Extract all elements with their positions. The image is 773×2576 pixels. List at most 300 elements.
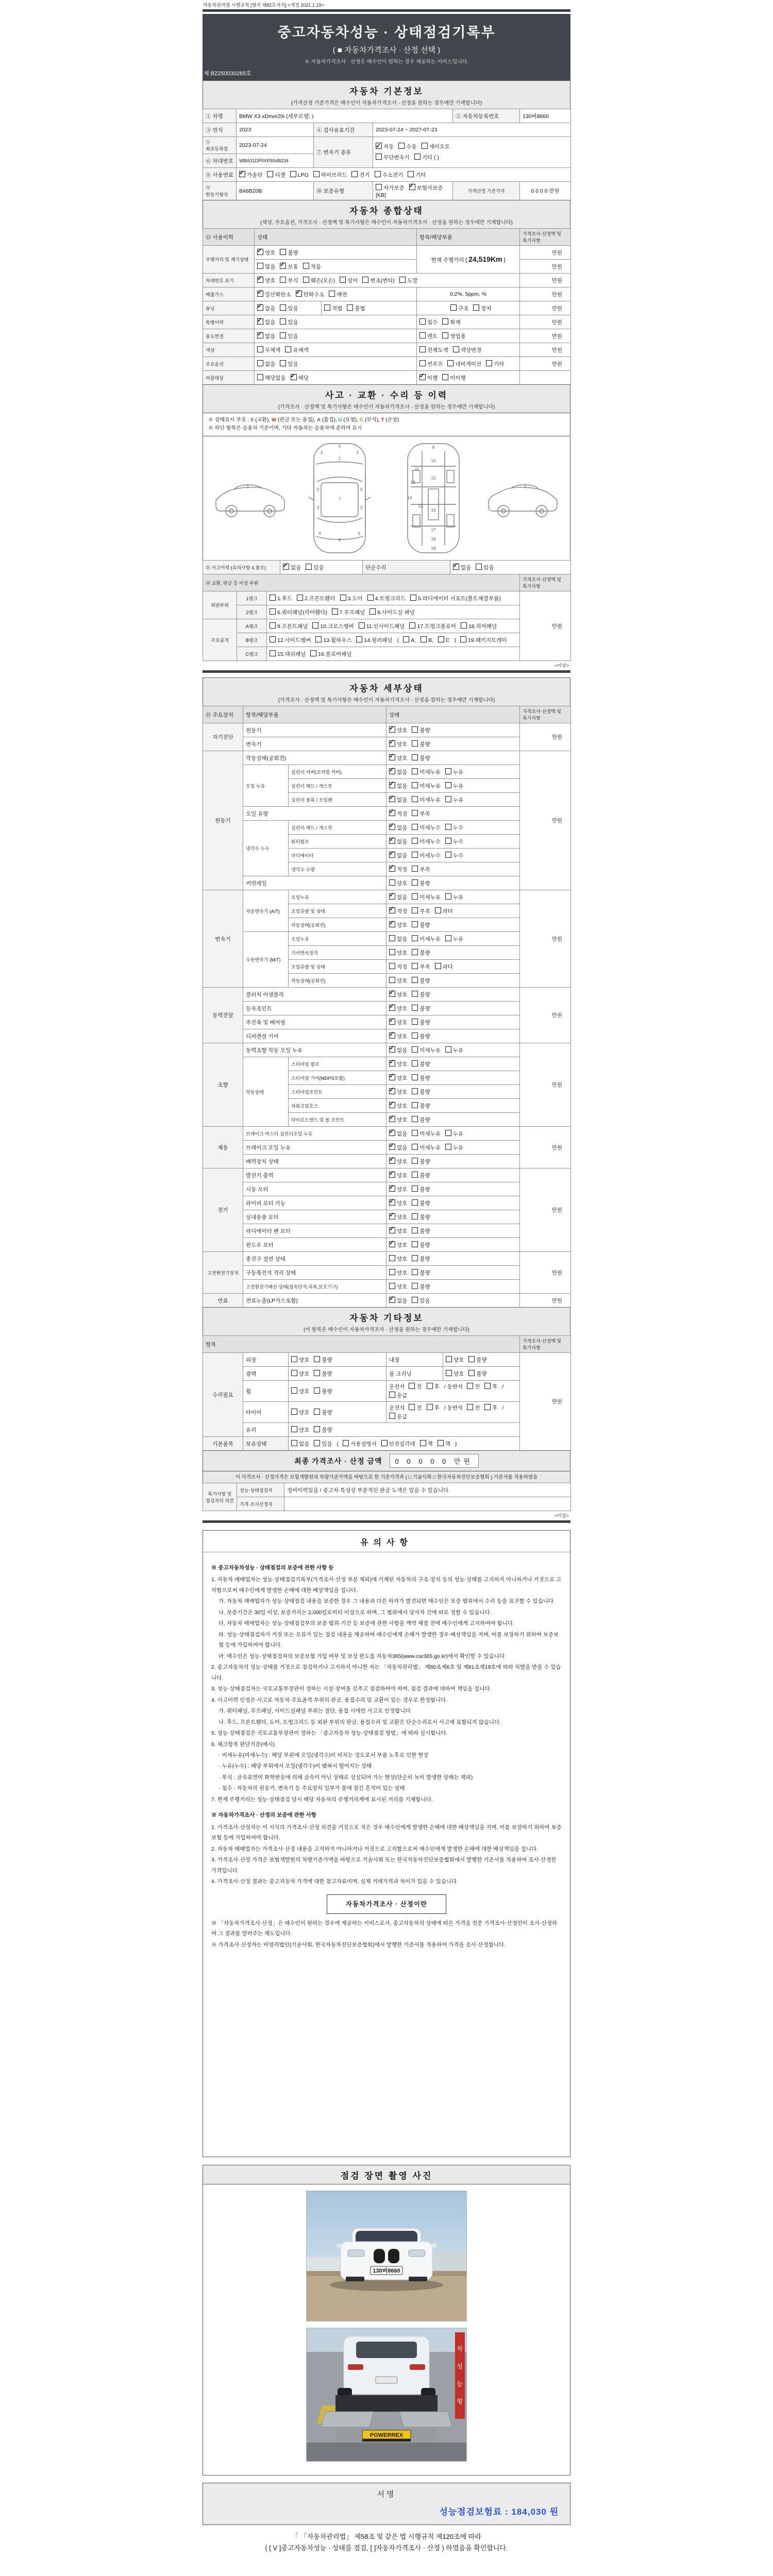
unchecked-checkbox-icon[interactable] <box>280 332 286 338</box>
checkbox-양호[interactable] <box>389 1227 407 1235</box>
checked-checkbox-icon[interactable] <box>419 374 426 380</box>
checkbox-양호[interactable] <box>389 991 407 998</box>
checkbox-양호[interactable] <box>389 1255 407 1263</box>
unchecked-checkbox-icon[interactable] <box>442 374 448 380</box>
unchecked-checkbox-icon[interactable] <box>270 622 276 629</box>
checkbox-누유[interactable] <box>445 796 463 804</box>
checked-checkbox-icon[interactable] <box>389 1046 395 1053</box>
checkbox-양호[interactable] <box>389 1088 407 1096</box>
checkbox-기타[interactable] <box>408 171 426 179</box>
unchecked-checkbox-icon[interactable] <box>412 810 418 816</box>
unchecked-checkbox-icon[interactable] <box>445 838 451 844</box>
checkbox-불량[interactable] <box>412 921 430 929</box>
checkbox-12.사이드멤버[interactable] <box>270 636 311 644</box>
unchecked-checkbox-icon[interactable] <box>270 608 276 615</box>
checkbox-양호[interactable] <box>389 1019 407 1026</box>
unchecked-checkbox-icon[interactable] <box>445 796 451 802</box>
unchecked-checkbox-icon[interactable] <box>412 949 418 955</box>
checkbox-있음[interactable] <box>280 332 298 340</box>
checkbox-부식[interactable] <box>280 277 298 284</box>
checked-checkbox-icon[interactable] <box>389 1199 395 1206</box>
checked-checkbox-icon[interactable] <box>257 249 263 255</box>
checkbox-해당[interactable] <box>291 374 309 382</box>
checkbox-불량[interactable] <box>412 726 430 734</box>
checkbox-양호[interactable] <box>389 1185 407 1193</box>
unchecked-checkbox-icon[interactable] <box>412 782 418 788</box>
checkbox-부족[interactable] <box>412 907 430 915</box>
unchecked-checkbox-icon[interactable] <box>412 1116 418 1122</box>
unchecked-checkbox-icon[interactable] <box>412 1199 418 1206</box>
checked-checkbox-icon[interactable] <box>257 332 263 338</box>
unchecked-checkbox-icon[interactable] <box>446 1356 452 1362</box>
checkbox-1.후드[interactable] <box>270 595 292 602</box>
checked-checkbox-icon[interactable] <box>389 1116 395 1122</box>
checkbox-없음[interactable] <box>453 564 471 571</box>
checked-checkbox-icon[interactable] <box>389 921 395 927</box>
checkbox-불량[interactable] <box>412 1227 430 1235</box>
checkbox-응급[interactable] <box>389 1413 407 1420</box>
checkbox-불량[interactable] <box>412 1005 430 1012</box>
unchecked-checkbox-icon[interactable] <box>369 608 376 615</box>
checked-checkbox-icon[interactable] <box>389 754 395 760</box>
unchecked-checkbox-icon[interactable] <box>314 1440 320 1446</box>
checkbox-적정[interactable] <box>389 963 407 971</box>
checkbox-적정[interactable] <box>389 907 407 915</box>
unchecked-checkbox-icon[interactable] <box>412 726 418 733</box>
unchecked-checkbox-icon[interactable] <box>412 1269 418 1275</box>
unchecked-checkbox-icon[interactable] <box>291 1387 297 1394</box>
checkbox-미세누수[interactable] <box>412 838 441 845</box>
unchecked-checkbox-icon[interactable] <box>257 263 263 269</box>
checkbox-미세누수[interactable] <box>412 824 441 832</box>
unchecked-checkbox-icon[interactable] <box>412 921 418 927</box>
checkbox-불법[interactable] <box>347 304 365 312</box>
unchecked-checkbox-icon[interactable] <box>297 595 303 601</box>
unchecked-checkbox-icon[interactable] <box>445 1130 451 1136</box>
unchecked-checkbox-icon[interactable] <box>412 879 418 886</box>
checked-checkbox-icon[interactable] <box>389 726 395 733</box>
unchecked-checkbox-icon[interactable] <box>412 768 418 774</box>
checkbox-불량[interactable] <box>412 754 430 762</box>
unchecked-checkbox-icon[interactable] <box>422 143 428 149</box>
unchecked-checkbox-icon[interactable] <box>314 1356 320 1362</box>
checkbox-없음[interactable] <box>389 768 407 776</box>
checkbox-없음[interactable] <box>389 852 407 859</box>
checkbox-후[interactable] <box>484 1383 497 1391</box>
checkbox-없음[interactable] <box>257 318 275 326</box>
unchecked-checkbox-icon[interactable] <box>409 622 415 629</box>
unchecked-checkbox-icon[interactable] <box>362 277 368 283</box>
checked-checkbox-icon[interactable] <box>389 782 395 788</box>
checkbox-양호[interactable] <box>291 1426 309 1434</box>
checkbox-양호[interactable] <box>291 1356 309 1364</box>
unchecked-checkbox-icon[interactable] <box>412 1255 418 1261</box>
checkbox-양호[interactable] <box>291 1387 309 1395</box>
checkbox-불량[interactable] <box>314 1387 332 1395</box>
unchecked-checkbox-icon[interactable] <box>412 1297 418 1303</box>
checkbox-불량[interactable] <box>412 879 430 887</box>
checkbox-구조[interactable] <box>450 304 468 312</box>
unchecked-checkbox-icon[interactable] <box>389 949 395 955</box>
unchecked-checkbox-icon[interactable] <box>445 768 451 774</box>
unchecked-checkbox-icon[interactable] <box>389 879 395 886</box>
unchecked-checkbox-icon[interactable] <box>367 595 374 601</box>
checkbox-미세누유[interactable] <box>412 782 441 790</box>
checkbox-잭[interactable] <box>420 1440 433 1448</box>
unchecked-checkbox-icon[interactable] <box>343 1440 349 1446</box>
checkbox-15.대쉬패널[interactable] <box>270 650 306 658</box>
unchecked-checkbox-icon[interactable] <box>313 171 320 177</box>
checked-checkbox-icon[interactable] <box>389 796 395 802</box>
checked-checkbox-icon[interactable] <box>389 1241 395 1247</box>
unchecked-checkbox-icon[interactable] <box>468 1356 475 1362</box>
checkbox-화재[interactable] <box>442 318 460 326</box>
checked-checkbox-icon[interactable] <box>389 824 395 830</box>
checkbox-색상변경[interactable] <box>453 346 482 354</box>
unchecked-checkbox-icon[interactable] <box>389 1283 395 1289</box>
checkbox-8.사이드실 패널[interactable] <box>369 608 415 616</box>
checkbox-하이브리드[interactable] <box>313 171 347 179</box>
checkbox-11.인사이드패널[interactable] <box>359 622 405 630</box>
unchecked-checkbox-icon[interactable] <box>398 143 405 149</box>
checked-checkbox-icon[interactable] <box>389 893 395 900</box>
checkbox-불량[interactable] <box>412 1074 430 1082</box>
checkbox-C[interactable] <box>438 636 450 643</box>
checkbox-불량[interactable] <box>412 949 430 957</box>
checkbox-적법[interactable] <box>324 304 342 312</box>
checkbox-없음[interactable] <box>389 782 407 790</box>
checkbox-17.트렁크플로어[interactable] <box>409 622 456 630</box>
checkbox-부족[interactable] <box>412 866 430 873</box>
checkbox-불량[interactable] <box>314 1426 332 1434</box>
signature-box[interactable] <box>203 2483 570 2525</box>
checkbox-양호[interactable] <box>389 740 407 748</box>
unchecked-checkbox-icon[interactable] <box>270 595 276 601</box>
unchecked-checkbox-icon[interactable] <box>412 740 418 747</box>
checkbox-불량[interactable] <box>412 1241 430 1249</box>
checkbox-없음[interactable] <box>389 1046 407 1054</box>
checkbox-불량[interactable] <box>412 1172 430 1179</box>
checkbox-16.플로어패널[interactable] <box>310 650 351 658</box>
checkbox-미세누유[interactable] <box>412 935 441 943</box>
unchecked-checkbox-icon[interactable] <box>486 360 492 366</box>
unchecked-checkbox-icon[interactable] <box>427 1383 433 1389</box>
checkbox-양호[interactable] <box>257 249 275 257</box>
unchecked-checkbox-icon[interactable] <box>267 171 273 177</box>
unchecked-checkbox-icon[interactable] <box>389 935 395 941</box>
checked-checkbox-icon[interactable] <box>389 1172 395 1178</box>
unchecked-checkbox-icon[interactable] <box>412 852 418 858</box>
checked-checkbox-icon[interactable] <box>389 1130 395 1136</box>
unchecked-checkbox-icon[interactable] <box>359 622 365 629</box>
unchecked-checkbox-icon[interactable] <box>403 636 409 642</box>
unchecked-checkbox-icon[interactable] <box>399 277 406 283</box>
checkbox-디젤[interactable] <box>267 171 285 179</box>
checked-checkbox-icon[interactable] <box>389 991 395 997</box>
unchecked-checkbox-icon[interactable] <box>412 1227 418 1233</box>
checkbox-가솔린[interactable] <box>239 171 262 179</box>
checked-checkbox-icon[interactable] <box>389 1005 395 1011</box>
unchecked-checkbox-icon[interactable] <box>442 318 448 325</box>
checkbox-양호[interactable] <box>389 1116 407 1124</box>
unchecked-checkbox-icon[interactable] <box>445 1144 451 1150</box>
checkbox-양호[interactable] <box>389 879 407 887</box>
checkbox-5.라디에이터 서포트(볼트체결부품)[interactable] <box>410 595 501 602</box>
checkbox-누유[interactable] <box>445 1130 463 1138</box>
unchecked-checkbox-icon[interactable] <box>438 636 444 642</box>
unchecked-checkbox-icon[interactable] <box>467 1404 473 1410</box>
unchecked-checkbox-icon[interactable] <box>290 171 296 177</box>
checkbox-매연[interactable] <box>329 291 347 298</box>
checkbox-많음[interactable] <box>257 263 275 270</box>
checkbox-누수[interactable] <box>445 852 463 859</box>
checked-checkbox-icon[interactable] <box>389 852 395 858</box>
unchecked-checkbox-icon[interactable] <box>324 304 330 311</box>
checkbox-불량[interactable] <box>412 1088 430 1096</box>
checkbox-없음[interactable] <box>291 1440 309 1448</box>
unchecked-checkbox-icon[interactable] <box>285 346 291 352</box>
checkbox-양호[interactable] <box>291 1370 309 1378</box>
checkbox-불량[interactable] <box>468 1356 486 1364</box>
checkbox-적음[interactable] <box>303 263 321 270</box>
unchecked-checkbox-icon[interactable] <box>414 154 421 160</box>
checkbox-있음[interactable] <box>306 564 324 571</box>
unchecked-checkbox-icon[interactable] <box>389 1413 395 1419</box>
checkbox-탄화수소[interactable] <box>296 291 325 298</box>
unchecked-checkbox-icon[interactable] <box>315 636 322 642</box>
checkbox-누유[interactable] <box>445 935 463 943</box>
checkbox-이행[interactable] <box>419 374 438 382</box>
unchecked-checkbox-icon[interactable] <box>445 782 451 788</box>
checkbox-전[interactable] <box>409 1404 422 1412</box>
checkbox-6.쿼터패널(리어휀다)[interactable] <box>270 608 327 616</box>
checkbox-19.패키지트레이[interactable] <box>460 636 507 644</box>
unchecked-checkbox-icon[interactable] <box>412 963 418 969</box>
unchecked-checkbox-icon[interactable] <box>484 1383 491 1389</box>
checkbox-있음[interactable] <box>280 318 298 326</box>
checked-checkbox-icon[interactable] <box>389 1032 395 1039</box>
unchecked-checkbox-icon[interactable] <box>257 360 263 366</box>
unchecked-checkbox-icon[interactable] <box>389 1269 395 1275</box>
unchecked-checkbox-icon[interactable] <box>381 1440 388 1446</box>
unchecked-checkbox-icon[interactable] <box>412 907 418 913</box>
checkbox-2.프론트휀더[interactable] <box>297 595 335 602</box>
unchecked-checkbox-icon[interactable] <box>412 824 418 830</box>
checked-checkbox-icon[interactable] <box>453 564 459 570</box>
checked-checkbox-icon[interactable] <box>389 740 395 747</box>
unchecked-checkbox-icon[interactable] <box>314 1409 320 1415</box>
unchecked-checkbox-icon[interactable] <box>291 1356 297 1362</box>
checkbox-없음[interactable] <box>389 838 407 845</box>
unchecked-checkbox-icon[interactable] <box>412 1032 418 1039</box>
checkbox-양호[interactable] <box>389 1032 407 1040</box>
checkbox-불량[interactable] <box>314 1356 332 1364</box>
unchecked-checkbox-icon[interactable] <box>291 1409 297 1415</box>
checkbox-불량[interactable] <box>412 1269 430 1277</box>
checkbox-안전삼각대[interactable] <box>381 1440 415 1448</box>
checkbox-후[interactable] <box>484 1404 497 1412</box>
checkbox-불량[interactable] <box>412 1019 430 1026</box>
checkbox-불량[interactable] <box>412 1199 430 1207</box>
unchecked-checkbox-icon[interactable] <box>450 304 457 311</box>
checkbox-LPG[interactable] <box>290 171 309 178</box>
checkbox-없음[interactable] <box>257 304 275 312</box>
checked-checkbox-icon[interactable] <box>389 866 395 872</box>
checkbox-전[interactable] <box>409 1383 422 1391</box>
unchecked-checkbox-icon[interactable] <box>280 318 286 325</box>
unchecked-checkbox-icon[interactable] <box>412 1130 418 1136</box>
unchecked-checkbox-icon[interactable] <box>408 171 414 177</box>
unchecked-checkbox-icon[interactable] <box>340 595 346 601</box>
unchecked-checkbox-icon[interactable] <box>270 650 276 656</box>
checkbox-누유[interactable] <box>445 782 463 790</box>
checkbox-부족[interactable] <box>412 810 430 818</box>
checkbox-과다[interactable] <box>435 963 453 971</box>
unchecked-checkbox-icon[interactable] <box>446 1370 452 1376</box>
checked-checkbox-icon[interactable] <box>389 1019 395 1025</box>
unchecked-checkbox-icon[interactable] <box>412 1046 418 1053</box>
unchecked-checkbox-icon[interactable] <box>435 963 441 969</box>
checked-checkbox-icon[interactable] <box>376 143 382 149</box>
checkbox-무단변속기[interactable] <box>376 153 410 163</box>
checkbox-불량[interactable] <box>412 1032 430 1040</box>
unchecked-checkbox-icon[interactable] <box>420 1440 426 1446</box>
checkbox-불량[interactable] <box>468 1370 486 1378</box>
unchecked-checkbox-icon[interactable] <box>375 171 381 177</box>
checkbox-자동[interactable] <box>376 142 394 152</box>
checkbox-양호[interactable] <box>291 1409 309 1416</box>
checkbox-없음[interactable] <box>389 893 407 901</box>
checkbox-누수[interactable] <box>445 824 463 832</box>
unchecked-checkbox-icon[interactable] <box>376 154 382 160</box>
checkbox-네비게이션[interactable] <box>447 360 481 368</box>
checkbox-렌트[interactable] <box>419 332 438 340</box>
unchecked-checkbox-icon[interactable] <box>412 1074 418 1080</box>
unchecked-checkbox-icon[interactable] <box>484 1404 491 1410</box>
unchecked-checkbox-icon[interactable] <box>412 935 418 941</box>
checkbox-있음[interactable] <box>280 360 298 368</box>
checkbox-B,[interactable] <box>421 636 433 643</box>
checkbox-4.트렁크리드[interactable] <box>367 595 406 602</box>
unchecked-checkbox-icon[interactable] <box>435 907 441 913</box>
unchecked-checkbox-icon[interactable] <box>447 360 453 366</box>
checked-checkbox-icon[interactable] <box>280 263 286 269</box>
unchecked-checkbox-icon[interactable] <box>412 1144 418 1150</box>
checkbox-보험사보증[interactable] <box>409 184 443 192</box>
checkbox-양호[interactable] <box>389 1158 407 1165</box>
checked-checkbox-icon[interactable] <box>291 374 297 380</box>
checkbox-불량[interactable] <box>412 1116 430 1124</box>
checkbox-양호[interactable] <box>389 726 407 734</box>
unchecked-checkbox-icon[interactable] <box>476 564 482 570</box>
unchecked-checkbox-icon[interactable] <box>389 963 395 969</box>
checkbox-A,[interactable] <box>403 636 416 643</box>
unchecked-checkbox-icon[interactable] <box>412 1005 418 1011</box>
checkbox-기타 ( )[interactable] <box>414 153 439 163</box>
checkbox-양호[interactable] <box>389 1172 407 1179</box>
checkbox-적정[interactable] <box>389 866 407 873</box>
checkbox-없음[interactable] <box>389 935 407 943</box>
unchecked-checkbox-icon[interactable] <box>442 332 448 338</box>
checked-checkbox-icon[interactable] <box>389 907 395 913</box>
checkbox-전체도색[interactable] <box>419 346 448 354</box>
checkbox-양호[interactable] <box>389 1241 407 1249</box>
checkbox-미세누유[interactable] <box>412 796 441 804</box>
checkbox-양호[interactable] <box>389 921 407 929</box>
unchecked-checkbox-icon[interactable] <box>453 346 459 352</box>
unchecked-checkbox-icon[interactable] <box>427 1404 433 1410</box>
unchecked-checkbox-icon[interactable] <box>445 935 451 941</box>
unchecked-checkbox-icon[interactable] <box>329 291 335 297</box>
checkbox-적정[interactable] <box>389 810 407 818</box>
checkbox-없음[interactable] <box>389 796 407 804</box>
checkbox-응급[interactable] <box>389 1392 407 1399</box>
checkbox-일산화탄소[interactable] <box>257 291 291 298</box>
checkbox-없음[interactable] <box>389 824 407 832</box>
unchecked-checkbox-icon[interactable] <box>376 184 382 190</box>
checkbox-도말[interactable] <box>399 277 417 284</box>
unchecked-checkbox-icon[interactable] <box>461 622 467 629</box>
checkbox-없음[interactable] <box>389 1297 407 1304</box>
unchecked-checkbox-icon[interactable] <box>419 318 426 325</box>
checkbox-있음[interactable] <box>314 1440 332 1448</box>
checkbox-기타[interactable] <box>486 360 504 368</box>
checkbox-18.리어패널[interactable] <box>461 622 497 630</box>
checkbox-양호[interactable] <box>389 1269 407 1277</box>
checkbox-있음[interactable] <box>412 1297 430 1304</box>
unchecked-checkbox-icon[interactable] <box>412 1060 418 1066</box>
checkbox-미세누수[interactable] <box>412 852 441 859</box>
checked-checkbox-icon[interactable] <box>389 1297 395 1303</box>
unchecked-checkbox-icon[interactable] <box>303 277 309 283</box>
unchecked-checkbox-icon[interactable] <box>356 636 362 642</box>
checkbox-누수[interactable] <box>445 838 463 845</box>
checkbox-세미오토[interactable] <box>422 142 450 152</box>
checked-checkbox-icon[interactable] <box>389 1158 395 1164</box>
checked-checkbox-icon[interactable] <box>389 768 395 774</box>
checkbox-수소전기[interactable] <box>375 171 404 179</box>
checkbox-영업용[interactable] <box>442 332 465 340</box>
checkbox-양호[interactable] <box>257 277 275 284</box>
unchecked-checkbox-icon[interactable] <box>412 1185 418 1192</box>
unchecked-checkbox-icon[interactable] <box>412 1241 418 1247</box>
unchecked-checkbox-icon[interactable] <box>409 1383 415 1389</box>
checkbox-사용설명서[interactable] <box>343 1440 377 1448</box>
checked-checkbox-icon[interactable] <box>257 318 263 325</box>
unchecked-checkbox-icon[interactable] <box>419 332 426 338</box>
checkbox-13.휠하우스[interactable] <box>315 636 351 644</box>
checkbox-전[interactable] <box>467 1404 480 1412</box>
checkbox-미세누유[interactable] <box>412 893 441 901</box>
checkbox-불량[interactable] <box>412 977 430 985</box>
checkbox-후[interactable] <box>427 1404 440 1412</box>
unchecked-checkbox-icon[interactable] <box>270 636 276 642</box>
checkbox-침수[interactable] <box>419 318 438 326</box>
unchecked-checkbox-icon[interactable] <box>409 1404 415 1410</box>
checked-checkbox-icon[interactable] <box>389 1213 395 1219</box>
checkbox-없음[interactable] <box>389 1130 407 1138</box>
checkbox-양호[interactable] <box>446 1356 464 1364</box>
checkbox-양호[interactable] <box>389 754 407 762</box>
checked-checkbox-icon[interactable] <box>389 1144 395 1150</box>
checkbox-무채색[interactable] <box>257 346 280 354</box>
checked-checkbox-icon[interactable] <box>257 304 263 311</box>
unchecked-checkbox-icon[interactable] <box>445 1046 451 1053</box>
checkbox-미세누유[interactable] <box>412 768 441 776</box>
checkbox-있음[interactable] <box>280 304 298 312</box>
unchecked-checkbox-icon[interactable] <box>412 1019 418 1025</box>
unchecked-checkbox-icon[interactable] <box>340 277 346 283</box>
